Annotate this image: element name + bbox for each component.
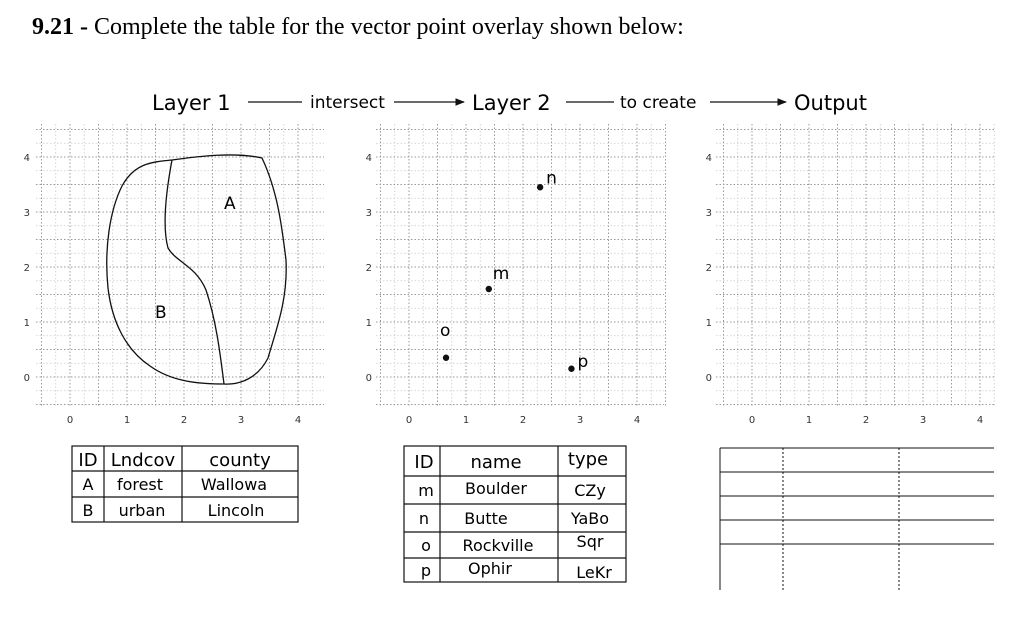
polygon-outline (107, 155, 286, 384)
x-tick-label: 0 (405, 415, 413, 426)
y-tick-label: 4 (365, 153, 372, 164)
table-cell: m (418, 481, 434, 500)
table-cell: LeKr (576, 563, 612, 582)
problem-separator: - (74, 14, 94, 40)
polygon-boundary (165, 160, 224, 384)
table-cell: p (420, 561, 432, 580)
layer1-grid (24, 124, 324, 426)
table-cell: n (418, 509, 430, 528)
x-tick-label: 4 (633, 415, 641, 426)
table-cell: Wallowa (200, 475, 268, 494)
table-cell: urban (118, 501, 166, 520)
y-tick-label: 0 (705, 373, 712, 384)
table-cell: A (82, 475, 94, 494)
table-header-lndcov: Lndcov (110, 450, 176, 471)
layer1-table (72, 446, 298, 522)
y-tick-label: 1 (23, 318, 30, 329)
point-label-n: n (546, 168, 557, 189)
output-table (720, 448, 994, 590)
table-cell: YaBo (570, 509, 610, 528)
y-tick-label: 3 (23, 208, 30, 219)
problem-number: 9.21 (32, 14, 74, 40)
point-m (486, 286, 492, 292)
x-tick-label: 3 (919, 415, 927, 426)
y-tick-label: 2 (23, 263, 30, 274)
problem-text: Complete the table for the vector point overlay shown below: (94, 14, 684, 40)
table-cell: Sqr (576, 532, 604, 551)
x-tick-label: 3 (237, 415, 245, 426)
y-tick-label: 1 (705, 318, 712, 329)
x-tick-label: 1 (805, 415, 813, 426)
table-header-id: ID (78, 450, 98, 471)
x-tick-label: 4 (294, 415, 302, 426)
layer2-table (404, 446, 626, 582)
table-cell: Boulder (465, 479, 527, 498)
x-tick-label: 3 (576, 415, 584, 426)
y-tick-label: 4 (23, 153, 30, 164)
output-grid (706, 124, 996, 426)
flow-header (152, 91, 867, 115)
y-tick-label: 3 (365, 208, 372, 219)
layer2-title: Layer 2 (472, 91, 551, 115)
table-header-id: ID (414, 452, 434, 473)
y-tick-label: 4 (705, 153, 712, 164)
output-title: Output (794, 91, 867, 115)
table-cell: Butte (464, 509, 508, 528)
x-tick-label: 2 (862, 415, 870, 426)
layer2-grid (366, 124, 666, 426)
x-tick-label: 1 (123, 415, 131, 426)
table-cell: Lincoln (207, 501, 265, 520)
x-tick-label: 4 (976, 415, 984, 426)
y-tick-label: 2 (705, 263, 712, 274)
y-tick-label: 0 (23, 373, 30, 384)
table-cell: B (82, 501, 94, 520)
x-tick-label: 2 (519, 415, 527, 426)
point-p (568, 366, 574, 372)
point-label-p: p (577, 351, 589, 372)
table-cell: o (421, 536, 431, 555)
polygon-label-b: B (155, 303, 167, 323)
intersect-label: intersect (310, 93, 385, 113)
point-label-m: m (492, 264, 510, 284)
table-cell: Ophir (468, 559, 512, 578)
table-header-county: county (209, 450, 271, 471)
polygon-label-a: A (224, 194, 236, 214)
layer1-polygons (107, 155, 286, 384)
point-o (443, 355, 449, 361)
table-cell: Rockville (462, 536, 534, 555)
y-tick-label: 3 (705, 208, 712, 219)
table-header-type: type (567, 449, 609, 470)
x-tick-label: 2 (180, 415, 188, 426)
x-tick-label: 0 (66, 415, 74, 426)
y-tick-label: 1 (365, 318, 372, 329)
point-n (537, 184, 543, 190)
table-cell: CZy (574, 481, 606, 500)
to-create-label: to create (620, 93, 697, 113)
table-cell: forest (116, 475, 164, 494)
table-header-name: name (470, 452, 522, 473)
y-tick-label: 0 (365, 373, 372, 384)
problem-title (32, 14, 684, 40)
x-tick-label: 1 (462, 415, 470, 426)
layer1-title: Layer 1 (152, 91, 231, 115)
x-tick-label: 0 (748, 415, 756, 426)
y-tick-label: 2 (365, 263, 372, 274)
point-label-o: o (440, 320, 451, 341)
